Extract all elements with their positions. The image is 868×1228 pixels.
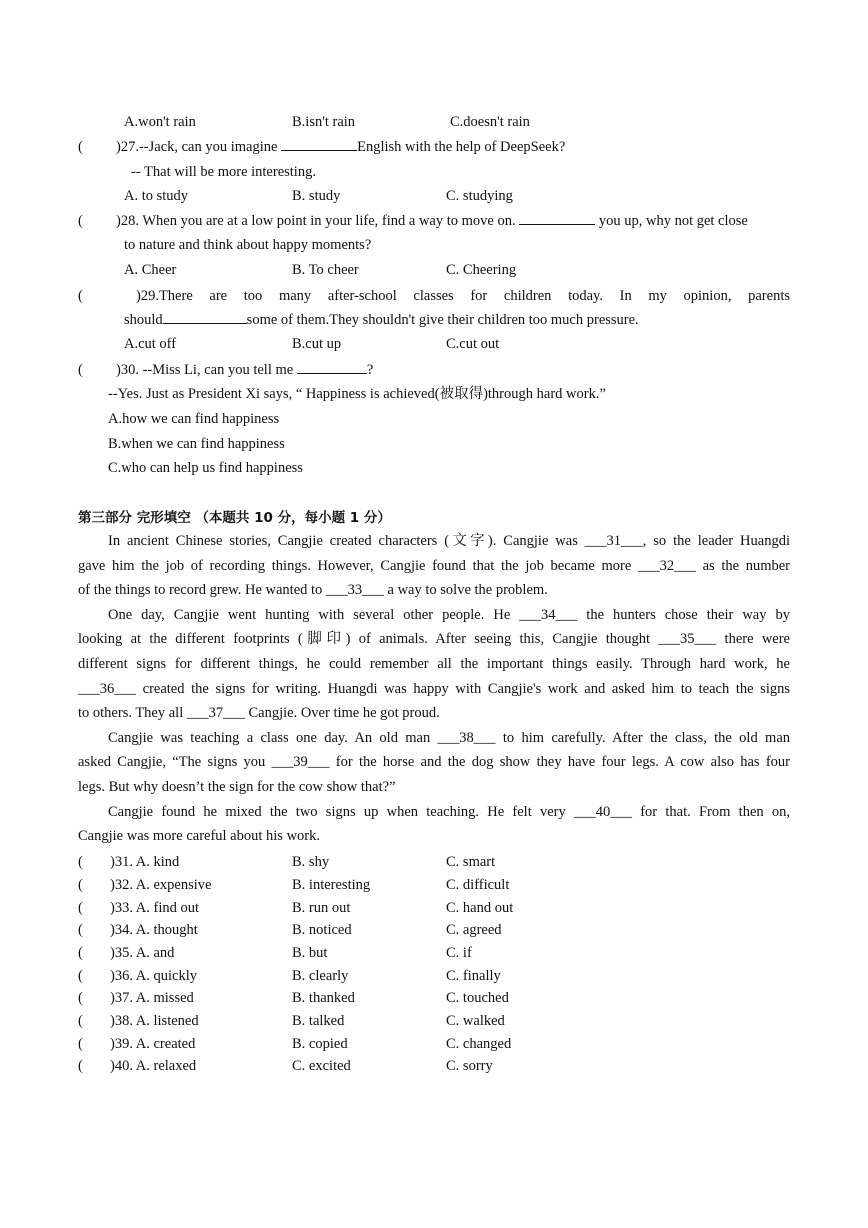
answer-paren: (: [78, 139, 83, 155]
q29-blank: [163, 309, 247, 324]
q29-line2: [124, 308, 639, 333]
q30-line2: --Yes. Just as President Xi says, “ Happiness is achieved(被取得)through hard work.”: [108, 386, 606, 402]
answer-paren: (: [78, 877, 83, 893]
cloze-option-b: B. shy: [292, 854, 330, 870]
passage-line: Cangjie found he mixed the two signs up when teaching. He felt very ___40___ for that. From then on,: [108, 803, 790, 820]
cloze-option-c: C. agreed: [446, 922, 502, 938]
passage-line: Cangjie was more careful about his work.: [78, 828, 320, 845]
q29-option-c: C.cut out: [446, 336, 500, 352]
q28-stem: [116, 209, 748, 234]
passage-line: ___36___ created the signs for writing. Huangdi was happy with Cangjie's work and asked him to teach the signs: [78, 680, 790, 697]
passage-line: In ancient Chinese stories, Cangjie created characters (文字). Cangjie was ___31___, so the leader Huangdi: [108, 533, 790, 549]
passage-line: different signs for different things, he could remember all the important things easily. Through hard work, he: [78, 655, 790, 672]
cloze-option-c: C. touched: [446, 990, 509, 1006]
q29-option-b: B.cut up: [292, 336, 342, 352]
passage-line: legs. But why doesn’t the sign for the cow show that?”: [78, 778, 396, 795]
cloze-option-b: B. noticed: [292, 922, 352, 938]
answer-paren: (: [78, 990, 83, 1006]
section-title: 第三部分 完形填空 （本题共 10 分，每小题 1 分）: [78, 510, 391, 526]
cloze-option-c: C. hand out: [446, 900, 514, 916]
cloze-option-c: C. finally: [446, 968, 501, 984]
q28-option-b: B. To cheer: [292, 262, 359, 278]
answer-paren: (: [78, 968, 83, 984]
cloze-option-b: B. run out: [292, 900, 351, 916]
q30-post: ?: [366, 362, 374, 378]
cloze-option-c: C. sorry: [446, 1058, 493, 1074]
q28-option-c: C. Cheering: [446, 262, 517, 278]
cloze-option-a: )38. A. listened: [110, 1013, 199, 1029]
answer-paren: (: [78, 362, 83, 378]
q27-number: )27.--Jack, can you imagine: [116, 139, 278, 155]
q30-pre: )30. --Miss Li, can you tell me: [116, 362, 294, 378]
cloze-option-a: )40. A. relaxed: [110, 1058, 197, 1074]
answer-paren: (: [78, 213, 83, 229]
passage-line: gave him the job of recording things. However, Cangjie found that the job became more ___32___ as the number: [78, 557, 790, 574]
q30-stem: [116, 358, 373, 383]
cloze-option-a: )31. A. kind: [110, 854, 180, 870]
q30-option-c: C.who can help us find happiness: [108, 460, 303, 476]
cloze-option-a: )35. A. and: [110, 945, 175, 961]
q27-stem: [116, 135, 565, 160]
passage-line: of the things to record grew. He wanted to ___33___ a way to solve the problem.: [78, 582, 548, 599]
q30-option-b: B.when we can find happiness: [108, 436, 285, 452]
answer-paren: (: [78, 922, 83, 938]
q29-pre: should: [124, 312, 163, 328]
passage-line: asked Cangjie, “The signs you ___39___ for the horse and the dog show they have four legs. A cow also has four: [78, 754, 790, 771]
passage-line: looking at the different footprints (脚印) of animals. After seeing this, Cangjie thought ___35___ there were: [78, 631, 790, 648]
cloze-option-a: )36. A. quickly: [110, 968, 197, 984]
q28-option-a: A. Cheer: [124, 262, 177, 278]
cloze-option-b: B. clearly: [292, 968, 349, 984]
answer-paren: (: [78, 1013, 83, 1029]
answer-paren: (: [78, 854, 83, 870]
q29-option-a: A.cut off: [124, 336, 177, 352]
q30-option-a: A.how we can find happiness: [108, 411, 280, 427]
cloze-option-c: C. walked: [446, 1013, 505, 1029]
q26-option-c: C.doesn't rain: [450, 114, 530, 130]
answer-paren: (: [78, 900, 83, 916]
q26-option-a: A.won't rain: [124, 114, 196, 130]
q30-blank: [297, 359, 367, 374]
q29-post: some of them.They shouldn't give their children too much pressure.: [246, 312, 639, 328]
q29-line1: [136, 284, 790, 309]
q26-option-b: B.isn't rain: [292, 114, 356, 130]
cloze-option-b: B. talked: [292, 1013, 345, 1029]
answer-paren: (: [78, 1036, 83, 1052]
cloze-option-c: C. changed: [446, 1036, 512, 1052]
answer-paren: (: [78, 1058, 83, 1074]
cloze-option-a: )34. A. thought: [110, 922, 198, 938]
cloze-option-a: )39. A. created: [110, 1036, 196, 1052]
cloze-option-a: )33. A. find out: [110, 900, 200, 916]
q28-blank: [519, 210, 595, 225]
cloze-option-a: )32. A. expensive: [110, 877, 212, 893]
q28-line2: to nature and think about happy moments?: [124, 237, 372, 253]
q29-line1-text: )29.There are too many after-school classes for children today. In my opinion, parents: [136, 288, 790, 304]
cloze-option-c: C. if: [446, 945, 472, 961]
passage: [78, 529, 790, 849]
cloze-option-b: B. copied: [292, 1036, 348, 1052]
cloze-option-a: )37. A. missed: [110, 990, 194, 1006]
q27-option-c: C. studying: [446, 188, 513, 204]
cloze-option-b: B. thanked: [292, 990, 355, 1006]
q27-blank: [281, 136, 357, 151]
q28-pre: )28. When you are at a low point in your life, find a way to move on.: [116, 213, 516, 229]
cloze-option-c: C. smart: [446, 854, 496, 870]
passage-line: Cangjie was teaching a class one day. An old man ___38___ to him carefully. After the class, the old man: [108, 729, 790, 746]
q27-line2: -- That will be more interesting.: [131, 164, 316, 180]
cloze-option-b: C. excited: [292, 1058, 351, 1074]
q27-rest: English with the help of DeepSeek?: [357, 139, 566, 155]
q28-post: you up, why not get close: [598, 213, 748, 229]
passage-line: to others. They all ___37___ Cangjie. Over time he got proud.: [78, 705, 440, 722]
q27-option-a: A. to study: [124, 188, 189, 204]
cloze-option-c: C. difficult: [446, 877, 510, 893]
answer-paren: (: [78, 288, 83, 304]
cloze-option-b: B. but: [292, 945, 328, 961]
q27-option-b: B. study: [292, 188, 341, 204]
cloze-option-b: B. interesting: [292, 877, 371, 893]
passage-line: One day, Cangjie went hunting with several other people. He ___34___ the hunters chose their way by: [108, 606, 790, 623]
answer-paren: (: [78, 945, 83, 961]
